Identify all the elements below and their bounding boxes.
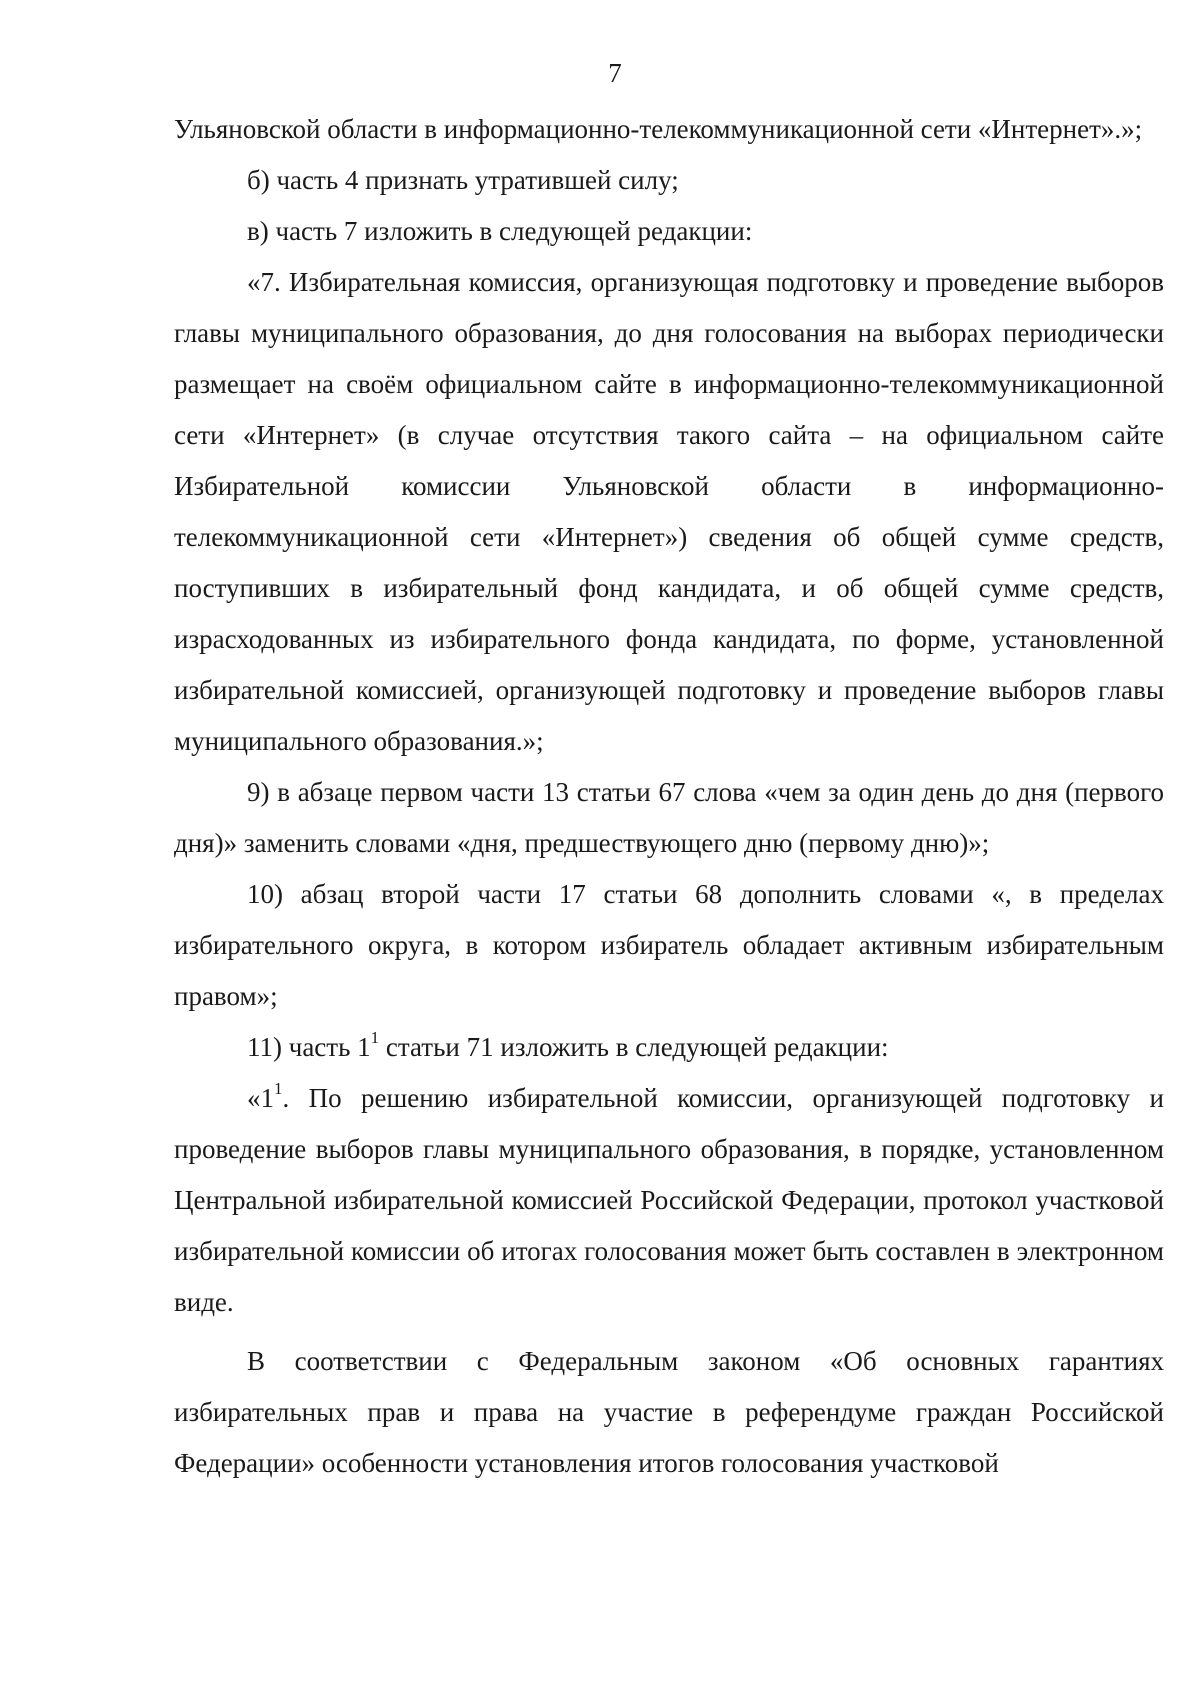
paragraph-5: 9) в абзаце первом части 13 статьи 67 слова «чем за один день до дня (первого дня)» заменить словами «дня, предшествующего дню (первому дню)»; — [174, 777, 1164, 858]
paragraph-8 — [174, 1073, 1164, 1328]
paragraph-8-text-after: . По решению избирательной комиссии, организующей подготовку и проведение выборов главы муниципального образования, в порядке, установленном Центральной избирательной комиссией Российской Федерации, протокол участковой избирательной комиссии об итогах голосования может быть составлен в электронном виде. — [174, 1083, 1164, 1317]
paragraph-4: «7. Избирательная комиссия, организующая подготовку и проведение выборов главы муниципального образования, до дня голосования на выборах периодически размещает на своём официальном сайте в информационно-телекоммуникационной сети «Интернет» (в случае отсутствия такого сайта – на официальном сайте Избирательной комиссии Ульяновской области в информационно-телекоммуникационной сети «Интернет») сведения об общей сумме средств, поступивших в избирательный фонд кандидата, и об общей сумме средств, израсходованных из избирательного фонда кандидата, по форме, установленной избирательной комиссией, организующей подготовку и проведение выборов главы муниципального образования.»; — [174, 267, 1164, 756]
paragraph-7 — [174, 1022, 1164, 1073]
superscript: 1 — [370, 1028, 380, 1047]
document-body — [174, 104, 1164, 1489]
paragraph-2: б) часть 4 признать утратившей силу; — [247, 165, 679, 195]
paragraph-6: 10) абзац второй части 17 статьи 68 дополнить словами «, в пределах избирательного округа, в котором избиратель обладает активным избирательным правом»; — [174, 879, 1164, 1011]
paragraph-7-text-after: статьи 71 изложить в следующей редакции: — [379, 1032, 889, 1062]
paragraph-8-text-before: «1 — [247, 1083, 274, 1113]
paragraph-3: в) часть 7 изложить в следующей редакции: — [247, 216, 753, 246]
page-number: 7 — [608, 58, 622, 88]
paragraph-1: Ульяновской области в информационно-телекоммуникационной сети «Интернет».»; — [174, 114, 1143, 144]
paragraph-9: В соответствии с Федеральным законом «Об основных гарантиях избирательных прав и права на участие в референдуме граждан Российской Федерации» особенности установления итогов голосования участковой — [174, 1346, 1164, 1478]
superscript: 1 — [274, 1079, 283, 1098]
paragraph-7-text-before: 11) часть 1 — [247, 1032, 371, 1062]
